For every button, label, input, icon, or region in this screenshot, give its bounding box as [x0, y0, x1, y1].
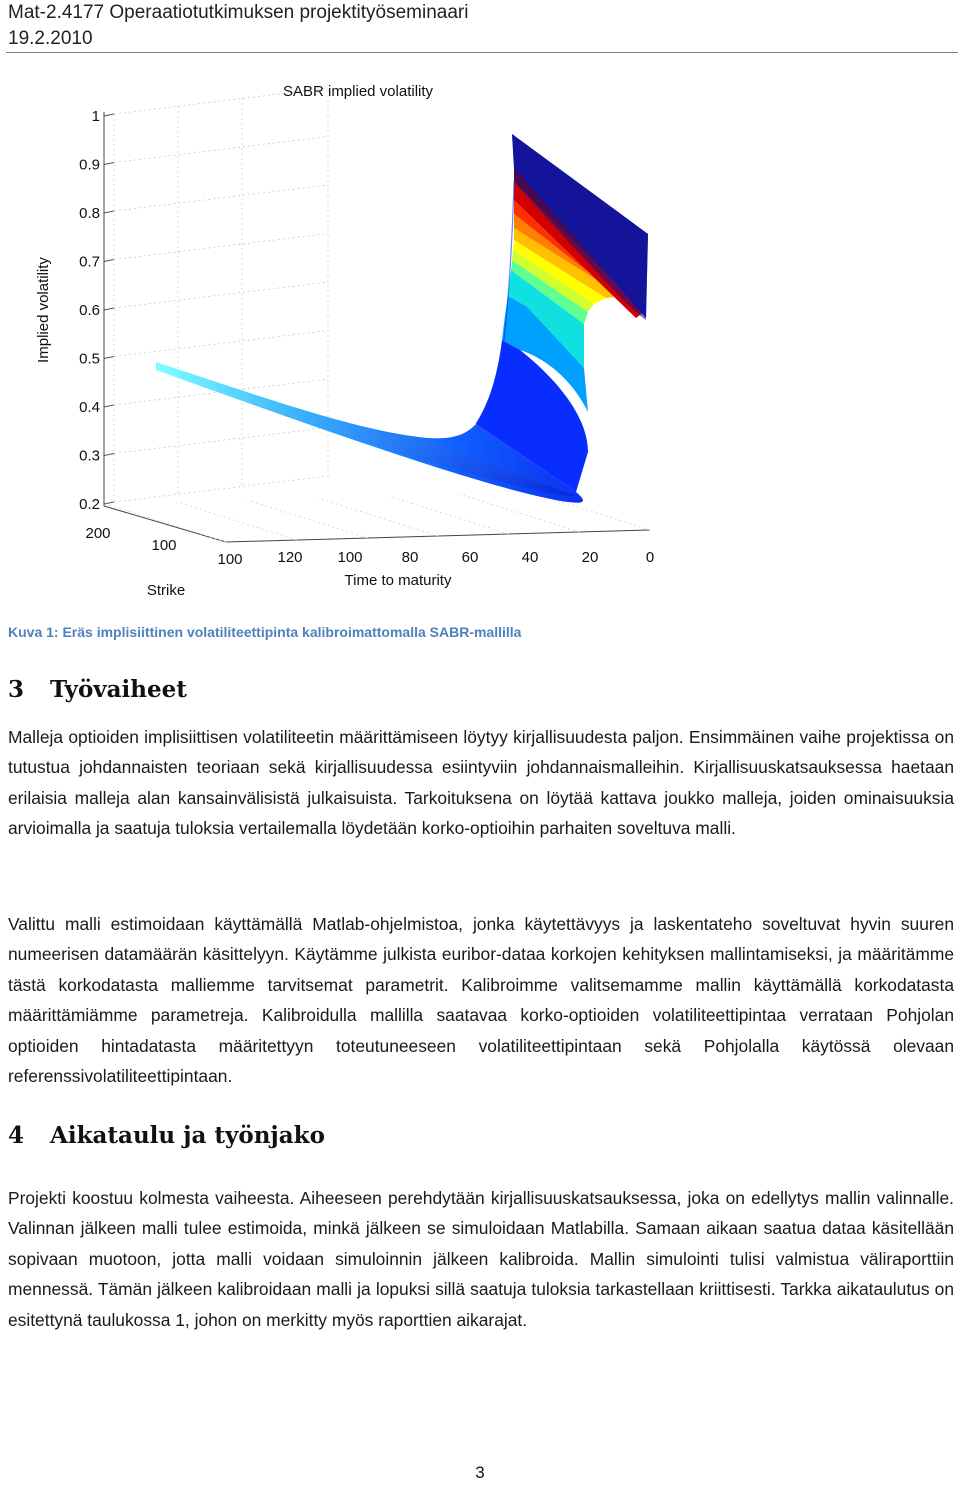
section-number: 4	[8, 1122, 25, 1149]
paragraph: Projekti koostuu kolmesta vaiheesta. Aiheeseen perehdytään kirjallisuuskatsauksessa, joka on edellytys mallin valinnalle. Valinnan jälkeen malli tulee estimoida, minkä jälkeen se simuloidaan Matlabilla. Samaan aikaan saatua dataa käsitellään sopivaan muotoon, jotta malli voidaan simuloinnin jälkeen kalibroida. Mallin simulointi tulisi valmistua väliraporttiin mennessä. Tämän jälkeen kalibroidaan malli ja lopuksi sillä saatuja tuloksia tarkastellaan kriittisesti. Tarkka aikataulutus on esitettynä taulukossa 1, johon on merkitty myös raporttien aikarajat.	[8, 1188, 954, 1330]
page-header	[8, 0, 958, 52]
y-tick-label: 200	[85, 525, 111, 542]
z-tick-label: 0.9	[79, 156, 100, 174]
grid-line	[114, 331, 328, 357]
paragraph: Valittu malli estimoidaan käyttämällä Matlab-ohjelmistoa, jonka käytettävyys ja laskentateho soveltuvat hyvin suuren numeerisen datamäärän käsittelyyn. Käytämme julkista euribor-dataa korkojen kehityksen mallintamiseksi, ja määritämme tästä korkodatasta malliemme tarvitsemat parametrit. Kalibroimme valitsemamme mallin käyttämällä korkodatasta määrittämiämme parametreja. Kalibroidulla mallilla saatavaa korko-optioiden volatiliteettipintaa verrataan Pohjolan optioiden hintadatasta määritettyyn toteutuneeseen volatiliteettipintaan sekä Pohjolalla käytössä olevaan referenssivolatiliteettipintaan.	[8, 914, 954, 1087]
section-title: Työvaiheet	[50, 676, 187, 703]
figure-caption: Kuva 1: Eräs implisiittinen volatiliteettipinta kalibroimattomalla SABR-mallilla	[8, 624, 522, 640]
grid-line	[114, 137, 328, 163]
paragraph: Malleja optioiden implisiittisen volatiliteetin määrittämiseen löytyy kirjallisuudesta paljon. Ensimmäinen vaihe projektissa on tutustua johdannaisten teoriaan sekä kirjallisuudessa esiintyviin johdannaismalleihin. Kirjallisuuskatsauksessa haetaan erilaisia malleja alan kansainvälisistä julkaisuista. Tarkoituksena on löytää kattava joukko malleja, joiden ominaisuuksia arvioimalla ja saatuja tuloksia vertailemalla löydetään korko-optioihin parhaiten soveltuva malli.	[8, 727, 954, 839]
grid-line	[318, 498, 438, 536]
grid-line	[114, 234, 328, 260]
z-tick-mark	[104, 114, 114, 116]
z-tick-mark	[104, 211, 114, 213]
z-tick-mark	[104, 502, 114, 504]
z-tick-label: 0.8	[79, 205, 100, 222]
y-tick-label: 100	[151, 537, 177, 554]
z-tick-mark	[104, 357, 114, 359]
z-tick-label: 0.5	[79, 350, 100, 368]
x-axis-label: Time to maturity	[344, 572, 452, 589]
z-tick-label: 1	[91, 108, 100, 125]
z-tick-mark	[104, 454, 114, 456]
z-tick-mark	[104, 163, 114, 165]
grid-line	[114, 185, 328, 211]
z-tick-mark	[104, 308, 114, 310]
chart-title: SABR implied volatility	[282, 83, 434, 100]
x-tick-label: 120	[277, 549, 303, 566]
z-tick-label: 0.4	[79, 399, 100, 416]
page-number: 3	[475, 1463, 485, 1482]
section-number: 3	[8, 676, 25, 703]
x-tick-label: 60	[461, 549, 479, 566]
z-tick-label: 0.6	[79, 302, 100, 319]
x-tick-label: 80	[401, 549, 419, 566]
x-tick-label: 40	[521, 549, 539, 566]
z-tick-label: 0.3	[79, 447, 100, 465]
z-axis-label: Implied volatility	[35, 257, 52, 363]
section-title: Aikataulu ja työnjako	[50, 1122, 325, 1149]
x-tick-label: 100	[337, 549, 363, 566]
grid-line	[247, 500, 367, 538]
z-tick-mark	[104, 405, 114, 407]
grid-line	[114, 476, 328, 502]
section-heading-4	[8, 1122, 325, 1149]
chart-surface	[156, 134, 648, 503]
section-heading-3	[8, 676, 187, 703]
z-tick-label: 0.7	[79, 253, 100, 271]
x-tick-label: 100	[217, 551, 243, 568]
x-tick-label: 20	[581, 549, 599, 566]
surface-chart	[28, 72, 668, 602]
course-title: Mat-2.4177 Operaatiotutkimuksen projektityöseminaari	[8, 2, 469, 23]
grid-line	[389, 496, 509, 534]
z-tick-label: 0.2	[79, 496, 100, 513]
grid-line	[177, 502, 297, 540]
header-divider	[6, 52, 958, 53]
x-tick-label: 0	[645, 549, 655, 566]
y-axis-label: Strike	[146, 582, 186, 599]
figure-sabr-surface	[28, 72, 668, 602]
header-date: 19.2.2010	[8, 28, 93, 49]
grid-line	[114, 282, 328, 308]
grid-line	[114, 428, 328, 454]
z-tick-mark	[104, 260, 114, 262]
